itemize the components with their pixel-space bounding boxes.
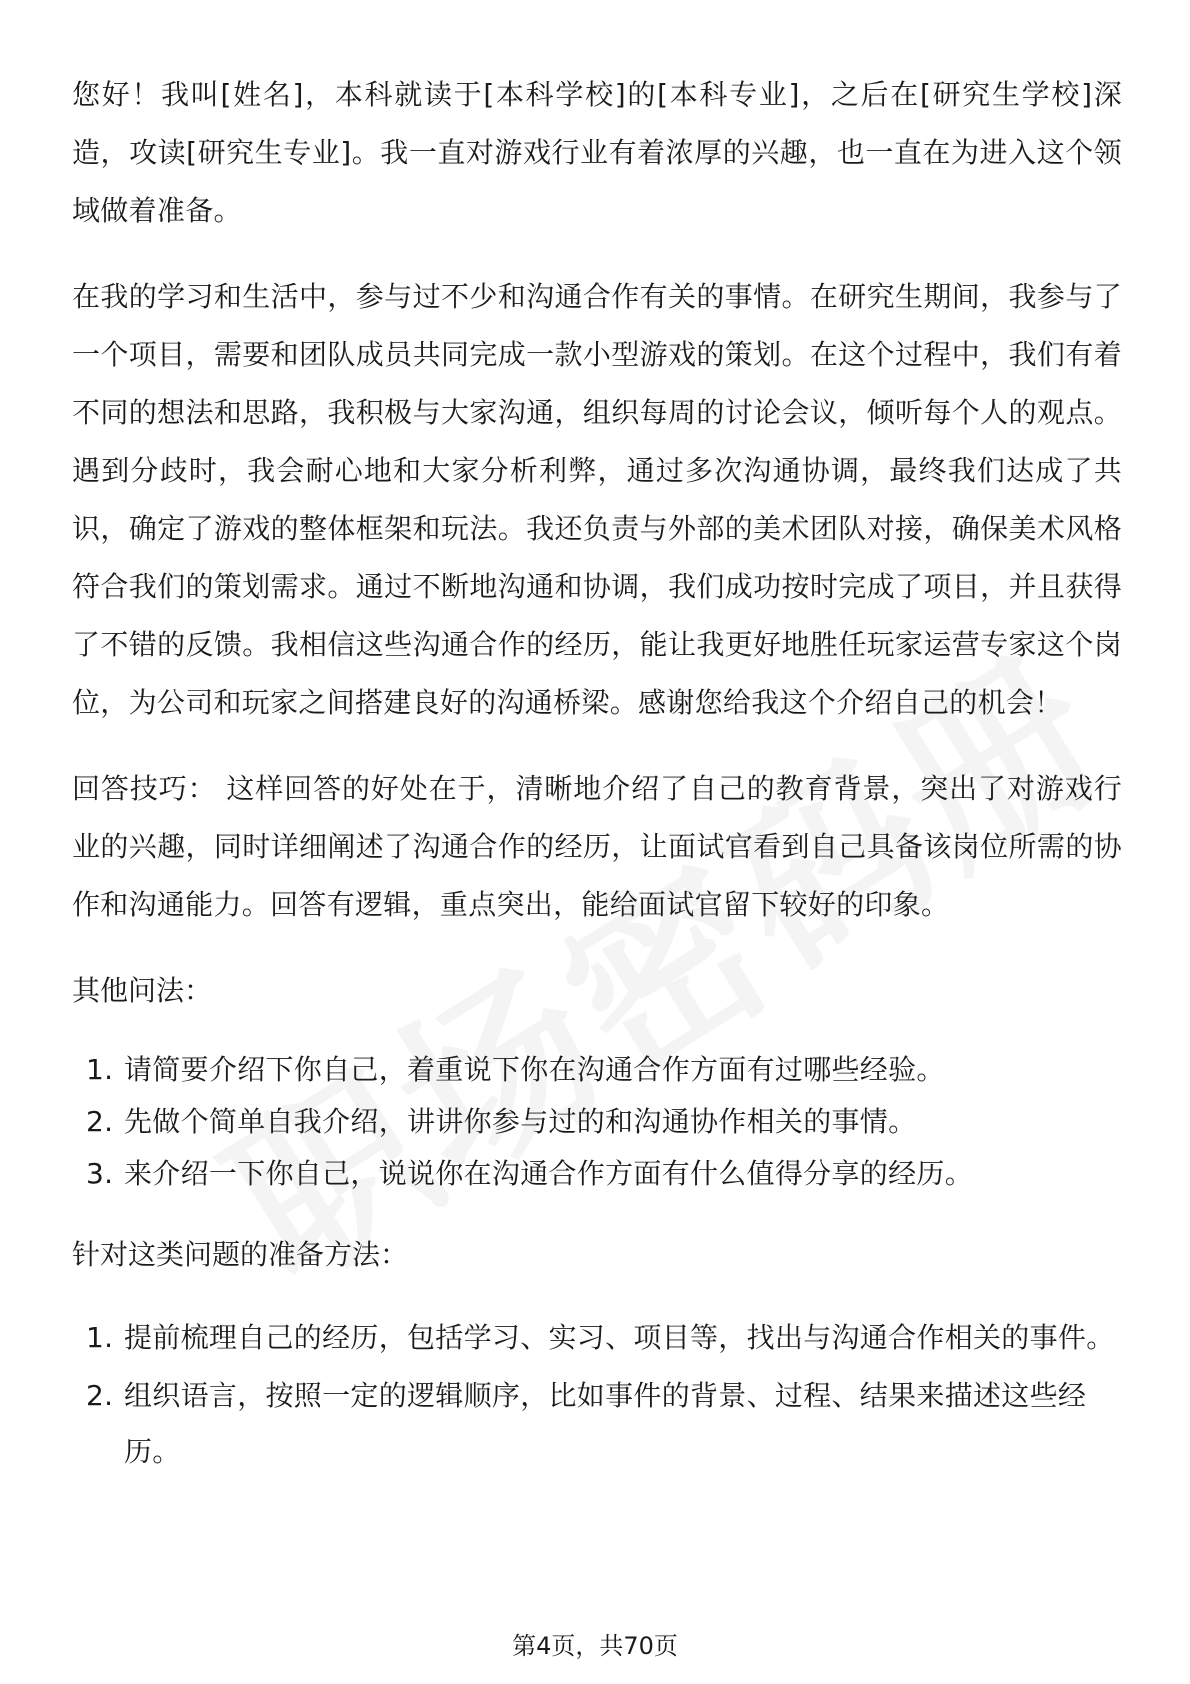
list-item-text: 提前梳理自己的经历，包括学习、实习、项目等，找出与沟通合作相关的事件。 [124, 1321, 1115, 1354]
other-questions-heading: 其他问法： [72, 974, 213, 1007]
page-content [72, 66, 1122, 1508]
list-item-text: 组织语言，按照一定的逻辑顺序，比如事件的背景、过程、结果来描述这些经历。 [124, 1379, 1087, 1468]
list-item-number: 3. [86, 1157, 114, 1190]
list-item [72, 1368, 1122, 1480]
preparation-list [72, 1310, 1122, 1480]
list-item-number: 1. [86, 1053, 114, 1086]
list-item-text: 先做个简单自我介绍，讲讲你参与过的和沟通协作相关的事情。 [124, 1105, 917, 1138]
intro-paragraph: 您好！我叫[姓名]，本科就读于[本科学校]的[本科专业]，之后在[研究生学校]深造，攻读[研究生专业]。我一直对游戏行业有着浓厚的兴趣，也一直在为进入这个领域做着准备。 [72, 78, 1122, 227]
list-item [72, 1310, 1122, 1366]
list-item-text: 请简要介绍下你自己，着重说下你在沟通合作方面有过哪些经验。 [124, 1053, 945, 1086]
answer-tips-paragraph: 回答技巧： 这样回答的好处在于，清晰地介绍了自己的教育背景，突出了对游戏行业的兴趣，同时详细阐述了沟通合作的经历，让面试官看到自己具备该岗位所需的协作和沟通能力。回答有逻辑，重点突出，能给面试官留下较好的印象。 [72, 772, 1122, 921]
list-item-number: 1. [86, 1321, 114, 1354]
list-item [72, 1046, 1122, 1094]
experience-paragraph: 在我的学习和生活中，参与过不少和沟通合作有关的事情。在研究生期间，我参与了一个项目，需要和团队成员共同完成一款小型游戏的策划。在这个过程中，我们有着不同的想法和思路，我积极与大家沟通，组织每周的讨论会议，倾听每个人的观点。遇到分歧时，我会耐心地和大家分析利弊，通过多次沟通协调，最终我们达成了共识，确定了游戏的整体框架和玩法。我还负责与外部的美术团队对接，确保美术风格符合我们的策划需求。通过不断地沟通和协调，我们成功按时完成了项目，并且获得了不错的反馈。我相信这些沟通合作的经历，能让我更好地胜任玩家运营专家这个岗位，为公司和玩家之间搭建良好的沟通桥梁。感谢您给我这个介绍自己的机会！ [72, 280, 1122, 719]
list-item-text: 来介绍一下你自己，说说你在沟通合作方面有什么值得分享的经历。 [124, 1157, 974, 1190]
list-item [72, 1150, 1122, 1198]
list-item-number: 2. [86, 1379, 114, 1412]
list-item-number: 2. [86, 1105, 114, 1138]
list-item [72, 1098, 1122, 1146]
other-questions-list [72, 1046, 1122, 1198]
page-number-footer: 第4页，共70页 [512, 1632, 678, 1660]
preparation-heading: 针对这类问题的准备方法： [72, 1238, 409, 1271]
